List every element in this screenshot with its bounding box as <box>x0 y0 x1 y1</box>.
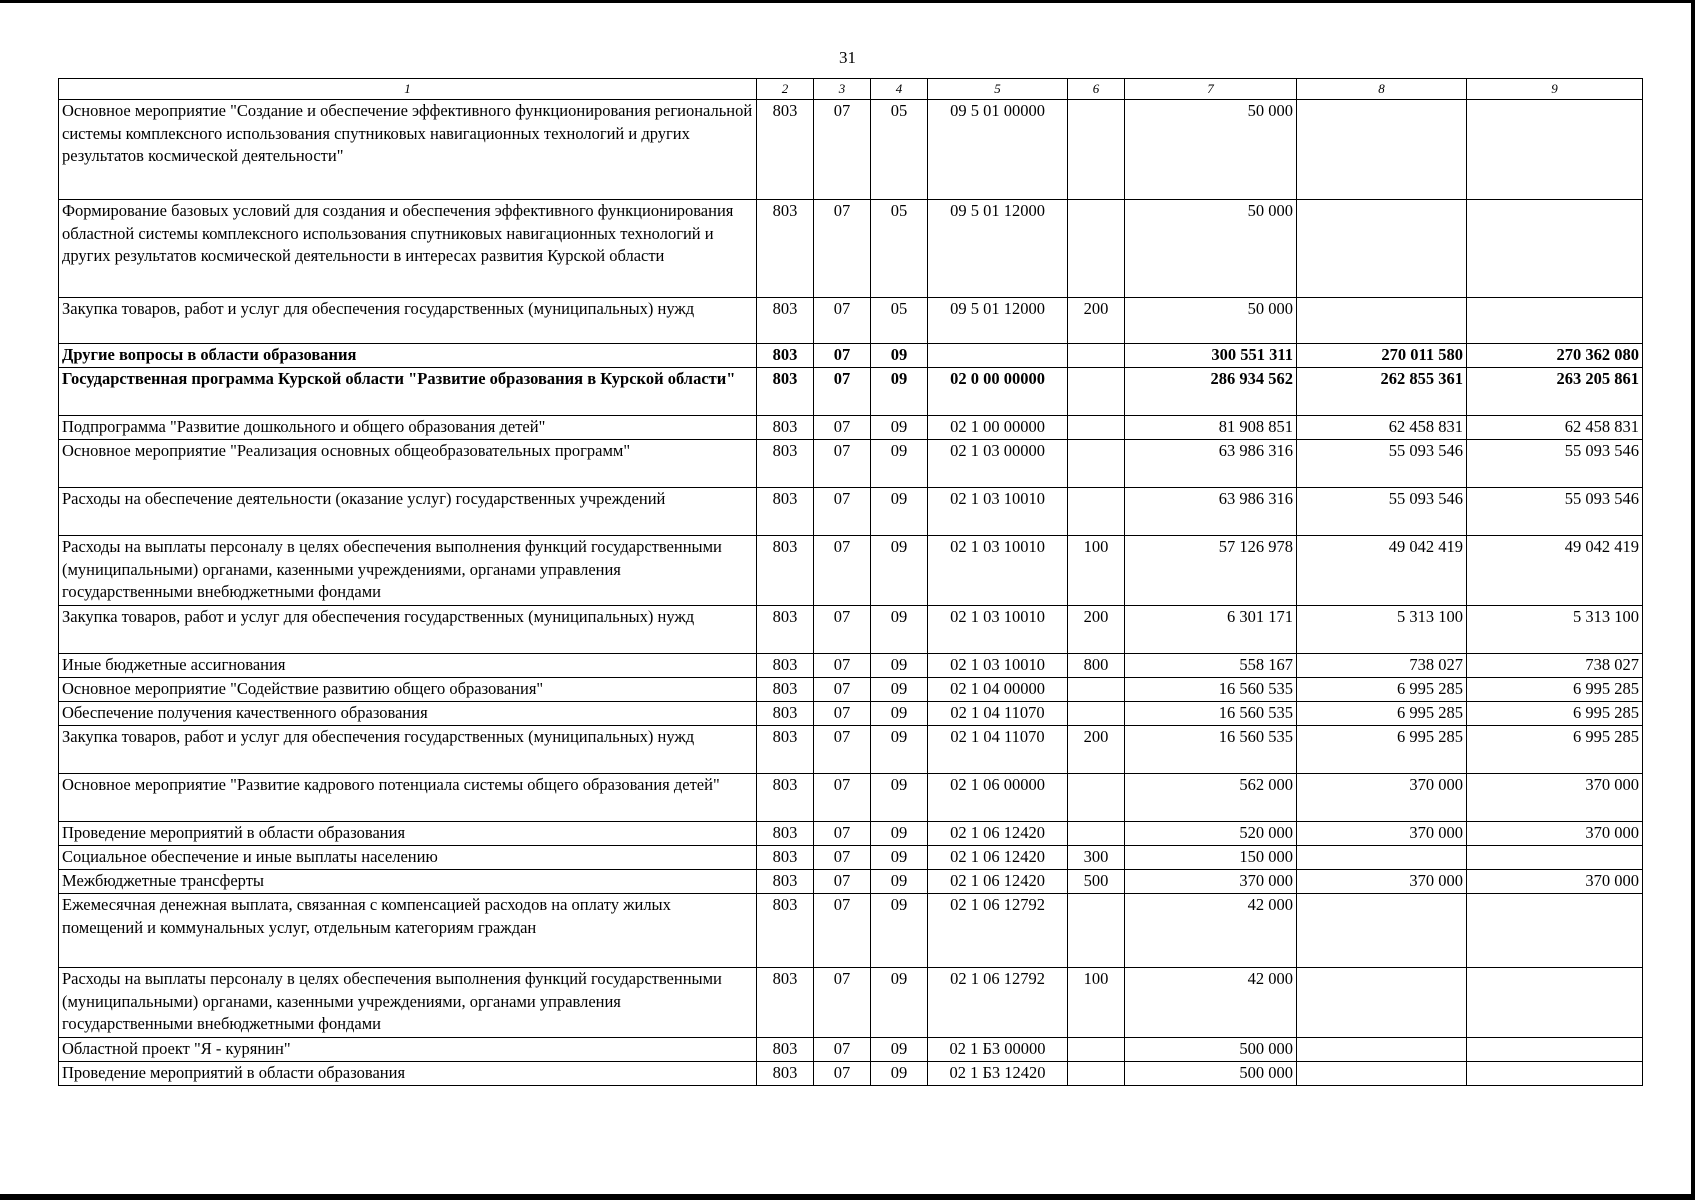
row-name: Социальное обеспечение и иные выплаты населению <box>59 846 757 870</box>
row-name: Иные бюджетные ассигнования <box>59 654 757 678</box>
amount-col9: 6 995 285 <box>1467 702 1643 726</box>
amount-col9: 62 458 831 <box>1467 416 1643 440</box>
section-code: 803 <box>757 416 814 440</box>
amount-col7: 300 551 311 <box>1125 344 1297 368</box>
chapter-code: 07 <box>814 846 871 870</box>
amount-col7: 6 301 171 <box>1125 606 1297 654</box>
subsection-code: 05 <box>871 100 928 200</box>
section-code: 803 <box>757 774 814 822</box>
subsection-code: 09 <box>871 440 928 488</box>
section-code: 803 <box>757 368 814 416</box>
amount-col8: 5 313 100 <box>1297 606 1467 654</box>
amount-col8: 262 855 361 <box>1297 368 1467 416</box>
amount-col8 <box>1297 894 1467 968</box>
column-number: 4 <box>871 79 928 100</box>
subsection-code: 09 <box>871 488 928 536</box>
chapter-code: 07 <box>814 678 871 702</box>
section-code: 803 <box>757 606 814 654</box>
subsection-code: 09 <box>871 702 928 726</box>
column-number: 6 <box>1068 79 1125 100</box>
expense-type-code <box>1068 200 1125 298</box>
row-name: Расходы на выплаты персоналу в целях обеспечения выполнения функций государственными (муниципальными) органами, казенными учреждениями, органами управления государственными внебюджетными фондами <box>59 968 757 1038</box>
section-code: 803 <box>757 440 814 488</box>
row-name: Основное мероприятие "Развитие кадрового потенциала системы общего образования детей" <box>59 774 757 822</box>
subsection-code: 09 <box>871 870 928 894</box>
chapter-code: 07 <box>814 368 871 416</box>
expense-type-code <box>1068 416 1125 440</box>
section-code: 803 <box>757 702 814 726</box>
table-row <box>59 894 1643 968</box>
amount-col8: 6 995 285 <box>1297 678 1467 702</box>
amount-col7: 286 934 562 <box>1125 368 1297 416</box>
table-row <box>59 654 1643 678</box>
row-name: Обеспечение получения качественного образования <box>59 702 757 726</box>
amount-col9: 370 000 <box>1467 870 1643 894</box>
expense-type-code: 800 <box>1068 654 1125 678</box>
table-row <box>59 822 1643 846</box>
column-number: 2 <box>757 79 814 100</box>
amount-col9: 6 995 285 <box>1467 678 1643 702</box>
expense-type-code <box>1068 894 1125 968</box>
target-article-code: 02 1 04 00000 <box>928 678 1068 702</box>
section-code: 803 <box>757 678 814 702</box>
chapter-code: 07 <box>814 870 871 894</box>
amount-col7: 16 560 535 <box>1125 726 1297 774</box>
amount-col9 <box>1467 100 1643 200</box>
row-name: Ежемесячная денежная выплата, связанная с компенсацией расходов на оплату жилых помещений и коммунальных услуг, отдельным категориям граждан <box>59 894 757 968</box>
amount-col8: 370 000 <box>1297 870 1467 894</box>
expense-type-code: 200 <box>1068 726 1125 774</box>
amount-col8: 49 042 419 <box>1297 536 1467 606</box>
target-article-code: 02 1 Б3 00000 <box>928 1038 1068 1062</box>
expense-type-code <box>1068 774 1125 822</box>
chapter-code: 07 <box>814 606 871 654</box>
table-row <box>59 702 1643 726</box>
amount-col8: 370 000 <box>1297 822 1467 846</box>
table-row <box>59 1038 1643 1062</box>
amount-col9 <box>1467 1038 1643 1062</box>
table-row <box>59 298 1643 344</box>
amount-col7: 500 000 <box>1125 1038 1297 1062</box>
expense-type-code: 200 <box>1068 298 1125 344</box>
expense-type-code <box>1068 100 1125 200</box>
row-name: Другие вопросы в области образования <box>59 344 757 368</box>
target-article-code: 02 1 03 10010 <box>928 488 1068 536</box>
expense-type-code <box>1068 368 1125 416</box>
subsection-code: 09 <box>871 774 928 822</box>
amount-col7: 562 000 <box>1125 774 1297 822</box>
amount-col9: 6 995 285 <box>1467 726 1643 774</box>
subsection-code: 09 <box>871 846 928 870</box>
amount-col9: 370 000 <box>1467 774 1643 822</box>
section-code: 803 <box>757 298 814 344</box>
subsection-code: 09 <box>871 606 928 654</box>
expense-type-code: 200 <box>1068 606 1125 654</box>
amount-col9: 55 093 546 <box>1467 488 1643 536</box>
chapter-code: 07 <box>814 488 871 536</box>
subsection-code: 09 <box>871 654 928 678</box>
column-number: 3 <box>814 79 871 100</box>
amount-col7: 16 560 535 <box>1125 678 1297 702</box>
chapter-code: 07 <box>814 702 871 726</box>
table-row <box>59 846 1643 870</box>
subsection-code: 09 <box>871 416 928 440</box>
table-row <box>59 774 1643 822</box>
column-number: 8 <box>1297 79 1467 100</box>
chapter-code: 07 <box>814 968 871 1038</box>
chapter-code: 07 <box>814 894 871 968</box>
target-article-code: 02 1 03 00000 <box>928 440 1068 488</box>
expense-type-code <box>1068 1062 1125 1086</box>
row-name: Межбюджетные трансферты <box>59 870 757 894</box>
target-article-code: 09 5 01 12000 <box>928 200 1068 298</box>
table-row <box>59 1062 1643 1086</box>
section-code: 803 <box>757 1038 814 1062</box>
amount-col7: 63 986 316 <box>1125 440 1297 488</box>
section-code: 803 <box>757 894 814 968</box>
chapter-code: 07 <box>814 536 871 606</box>
section-code: 803 <box>757 968 814 1038</box>
expense-type-code <box>1068 822 1125 846</box>
amount-col8 <box>1297 100 1467 200</box>
target-article-code: 02 1 04 11070 <box>928 726 1068 774</box>
column-number-row <box>59 79 1643 100</box>
scan-border-top <box>0 0 1695 3</box>
amount-col9: 370 000 <box>1467 822 1643 846</box>
amount-col8: 62 458 831 <box>1297 416 1467 440</box>
subsection-code: 05 <box>871 298 928 344</box>
amount-col9: 5 313 100 <box>1467 606 1643 654</box>
amount-col8: 55 093 546 <box>1297 488 1467 536</box>
chapter-code: 07 <box>814 416 871 440</box>
chapter-code: 07 <box>814 344 871 368</box>
column-number: 5 <box>928 79 1068 100</box>
amount-col7: 50 000 <box>1125 200 1297 298</box>
table-row <box>59 870 1643 894</box>
amount-col8 <box>1297 846 1467 870</box>
section-code: 803 <box>757 100 814 200</box>
amount-col9 <box>1467 200 1643 298</box>
target-article-code: 02 1 06 12420 <box>928 846 1068 870</box>
section-code: 803 <box>757 200 814 298</box>
amount-col7: 63 986 316 <box>1125 488 1297 536</box>
amount-col7: 50 000 <box>1125 100 1297 200</box>
amount-col7: 150 000 <box>1125 846 1297 870</box>
budget-table <box>58 78 1643 1086</box>
target-article-code: 02 0 00 00000 <box>928 368 1068 416</box>
subsection-code: 09 <box>871 536 928 606</box>
row-name: Закупка товаров, работ и услуг для обеспечения государственных (муниципальных) нужд <box>59 606 757 654</box>
row-name: Формирование базовых условий для создания и обеспечения эффективного функционирования областной системы комплексного использования спутниковых навигационных технологий и других результатов космической деятельности в интересах развития Курской области <box>59 200 757 298</box>
target-article-code: 02 1 03 10010 <box>928 536 1068 606</box>
row-name: Государственная программа Курской области "Развитие образования в Курской области" <box>59 368 757 416</box>
target-article-code: 02 1 06 12792 <box>928 968 1068 1038</box>
column-number: 7 <box>1125 79 1297 100</box>
amount-col8 <box>1297 298 1467 344</box>
expense-type-code: 500 <box>1068 870 1125 894</box>
page-number: 31 <box>839 48 856 67</box>
expense-type-code <box>1068 440 1125 488</box>
subsection-code: 09 <box>871 726 928 774</box>
amount-col9: 270 362 080 <box>1467 344 1643 368</box>
subsection-code: 09 <box>871 894 928 968</box>
target-article-code: 02 1 06 12420 <box>928 822 1068 846</box>
target-article-code: 02 1 06 00000 <box>928 774 1068 822</box>
target-article-code <box>928 344 1068 368</box>
target-article-code: 02 1 06 12792 <box>928 894 1068 968</box>
row-name: Проведение мероприятий в области образования <box>59 1062 757 1086</box>
target-article-code: 02 1 Б3 12420 <box>928 1062 1068 1086</box>
section-code: 803 <box>757 488 814 536</box>
amount-col8 <box>1297 968 1467 1038</box>
row-name: Областной проект "Я - курянин" <box>59 1038 757 1062</box>
expense-type-code: 100 <box>1068 968 1125 1038</box>
table-row <box>59 440 1643 488</box>
chapter-code: 07 <box>814 822 871 846</box>
target-article-code: 02 1 06 12420 <box>928 870 1068 894</box>
chapter-code: 07 <box>814 1038 871 1062</box>
amount-col7: 520 000 <box>1125 822 1297 846</box>
amount-col7: 81 908 851 <box>1125 416 1297 440</box>
amount-col9 <box>1467 968 1643 1038</box>
amount-col8 <box>1297 1062 1467 1086</box>
scan-border-bottom <box>0 1194 1695 1200</box>
chapter-code: 07 <box>814 654 871 678</box>
target-article-code: 02 1 03 10010 <box>928 654 1068 678</box>
column-number: 1 <box>59 79 757 100</box>
amount-col9: 49 042 419 <box>1467 536 1643 606</box>
amount-col9 <box>1467 1062 1643 1086</box>
amount-col7: 42 000 <box>1125 894 1297 968</box>
expense-type-code <box>1068 678 1125 702</box>
expense-type-code <box>1068 488 1125 536</box>
amount-col9: 55 093 546 <box>1467 440 1643 488</box>
expense-type-code: 100 <box>1068 536 1125 606</box>
chapter-code: 07 <box>814 100 871 200</box>
amount-col8: 6 995 285 <box>1297 726 1467 774</box>
target-article-code: 02 1 00 00000 <box>928 416 1068 440</box>
row-name: Основное мероприятие "Содействие развитию общего образования" <box>59 678 757 702</box>
subsection-code: 05 <box>871 200 928 298</box>
table-row <box>59 368 1643 416</box>
row-name: Расходы на выплаты персоналу в целях обеспечения выполнения функций государственными (муниципальными) органами, казенными учреждениями, органами управления государственными внебюджетными фондами <box>59 536 757 606</box>
amount-col7: 370 000 <box>1125 870 1297 894</box>
column-number: 9 <box>1467 79 1643 100</box>
amount-col9 <box>1467 894 1643 968</box>
amount-col9 <box>1467 298 1643 344</box>
chapter-code: 07 <box>814 440 871 488</box>
subsection-code: 09 <box>871 368 928 416</box>
expense-type-code: 300 <box>1068 846 1125 870</box>
amount-col9: 263 205 861 <box>1467 368 1643 416</box>
amount-col9: 738 027 <box>1467 654 1643 678</box>
section-code: 803 <box>757 726 814 774</box>
table-row <box>59 344 1643 368</box>
section-code: 803 <box>757 536 814 606</box>
expense-type-code <box>1068 1038 1125 1062</box>
amount-col8: 370 000 <box>1297 774 1467 822</box>
scan-border-right <box>1691 0 1695 1200</box>
section-code: 803 <box>757 1062 814 1086</box>
subsection-code: 09 <box>871 678 928 702</box>
amount-col7: 500 000 <box>1125 1062 1297 1086</box>
table-row <box>59 200 1643 298</box>
subsection-code: 09 <box>871 1062 928 1086</box>
section-code: 803 <box>757 822 814 846</box>
table-row <box>59 100 1643 200</box>
section-code: 803 <box>757 846 814 870</box>
row-name: Расходы на обеспечение деятельности (оказание услуг) государственных учреждений <box>59 488 757 536</box>
row-name: Закупка товаров, работ и услуг для обеспечения государственных (муниципальных) нужд <box>59 298 757 344</box>
expense-type-code <box>1068 702 1125 726</box>
amount-col7: 57 126 978 <box>1125 536 1297 606</box>
row-name: Основное мероприятие "Создание и обеспечение эффективного функционирования региональной системы комплексного использования спутниковых навигационных технологий и других результатов космической деятельности" <box>59 100 757 200</box>
table-row <box>59 968 1643 1038</box>
target-article-code: 09 5 01 00000 <box>928 100 1068 200</box>
chapter-code: 07 <box>814 200 871 298</box>
section-code: 803 <box>757 870 814 894</box>
table-row <box>59 606 1643 654</box>
subsection-code: 09 <box>871 968 928 1038</box>
chapter-code: 07 <box>814 298 871 344</box>
amount-col7: 558 167 <box>1125 654 1297 678</box>
section-code: 803 <box>757 344 814 368</box>
amount-col8: 270 011 580 <box>1297 344 1467 368</box>
amount-col8: 738 027 <box>1297 654 1467 678</box>
subsection-code: 09 <box>871 1038 928 1062</box>
amount-col8: 6 995 285 <box>1297 702 1467 726</box>
section-code: 803 <box>757 654 814 678</box>
amount-col9 <box>1467 846 1643 870</box>
chapter-code: 07 <box>814 1062 871 1086</box>
table-row <box>59 488 1643 536</box>
subsection-code: 09 <box>871 344 928 368</box>
amount-col8 <box>1297 200 1467 298</box>
target-article-code: 02 1 04 11070 <box>928 702 1068 726</box>
amount-col8: 55 093 546 <box>1297 440 1467 488</box>
subsection-code: 09 <box>871 822 928 846</box>
amount-col8 <box>1297 1038 1467 1062</box>
chapter-code: 07 <box>814 726 871 774</box>
table-row <box>59 726 1643 774</box>
chapter-code: 07 <box>814 774 871 822</box>
table-row <box>59 536 1643 606</box>
row-name: Закупка товаров, работ и услуг для обеспечения государственных (муниципальных) нужд <box>59 726 757 774</box>
row-name: Проведение мероприятий в области образования <box>59 822 757 846</box>
row-name: Основное мероприятие "Реализация основных общеобразовательных программ" <box>59 440 757 488</box>
table-row <box>59 416 1643 440</box>
amount-col7: 50 000 <box>1125 298 1297 344</box>
target-article-code: 09 5 01 12000 <box>928 298 1068 344</box>
row-name: Подпрограмма "Развитие дошкольного и общего образования детей" <box>59 416 757 440</box>
amount-col7: 42 000 <box>1125 968 1297 1038</box>
expense-type-code <box>1068 344 1125 368</box>
amount-col7: 16 560 535 <box>1125 702 1297 726</box>
target-article-code: 02 1 03 10010 <box>928 606 1068 654</box>
table-row <box>59 678 1643 702</box>
